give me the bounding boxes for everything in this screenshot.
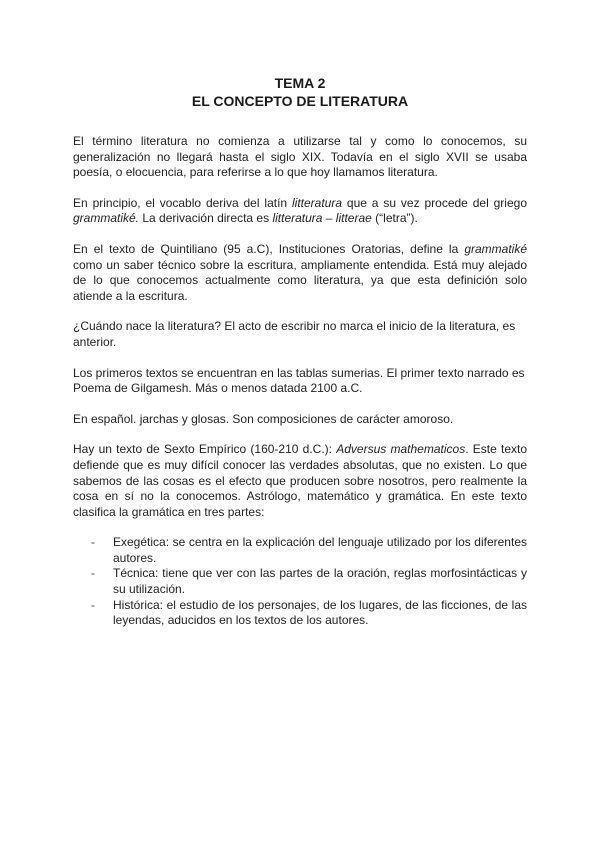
list-item-text: Técnica: tiene que ver con las partes de la oración, reglas morfosintácticas y su utilización.: [113, 566, 527, 597]
list-dash: -: [91, 566, 95, 581]
paragraph-4: ¿Cuándo nace la literatura? El acto de escribir no marca el inicio de la literatura, es anterior.: [73, 319, 516, 349]
text-run: (“letra”).: [371, 211, 418, 226]
grammar-parts-list: [73, 535, 527, 629]
text-run: En el texto de Quintiliano (95 a.C), Instituciones Oratorias, define la: [73, 241, 465, 256]
list-item: [91, 535, 527, 566]
italic-term: litteratura – litterae: [272, 211, 372, 226]
italic-term: Adversus mathematicos: [336, 442, 466, 457]
paragraph-1: El término literatura no comienza a utilizarse tal y como lo conocemos, su generalización no llegará hasta el siglo XIX. Todavía en el siglo XVII se usaba poesía, o elocuencia, para referirse a lo que hoy llamamos literatura.: [73, 134, 527, 180]
paragraph-5: Los primeros textos se encuentran en las tablas sumerias. El primer texto narrado es Poema de Gilgamesh. Más o menos datada 2100 a.C.: [73, 365, 525, 396]
page-title: EL CONCEPTO DE LITERATURA: [191, 93, 409, 109]
title-block: [73, 74, 527, 110]
italic-term: grammatiké.: [73, 211, 140, 226]
text-run: La derivación directa es: [139, 211, 273, 226]
paragraph-6: En español. jarchas y glosas. Son composiciones de carácter amoroso.: [73, 411, 454, 426]
list-item: [91, 566, 527, 597]
text-run: que a su vez procede del griego: [342, 195, 527, 210]
paragraph-7: [73, 442, 527, 520]
list-dash: -: [91, 597, 95, 612]
italic-term: litteratura: [291, 195, 343, 210]
list-item: [91, 598, 527, 629]
list-item-text: Histórica: el estudio de los personajes, de los lugares, de las ficciones, de las leyendas, aducidos en los textos de los autores.: [113, 597, 527, 628]
text-run: . Este texto defiende que es muy difícil conocer las verdades absolutas, que no existen. Lo que sabemos de las cosas es el efecto que producen sobre nosotros, pero realmente la cosa en sí no la conocemos. Astrólogo, matemático y gramática. En este texto clasifica la gramática en tres partes:: [73, 442, 528, 519]
list-item-text: Exegética: se centra en la explicación del lenguaje utilizado por los diferentes autores.: [113, 535, 527, 565]
text-run: En principio, el vocablo deriva del latín: [73, 195, 292, 210]
text-run: como un saber técnico sobre la escritura, ampliamente entendida. Está muy alejado de lo que conocemos actualmente como literatura, ya que esta definición solo atiende a la escritura.: [73, 257, 527, 303]
paragraph-3: [73, 242, 527, 304]
page-title-topic: TEMA 2: [274, 75, 326, 91]
list-dash: -: [91, 535, 95, 550]
paragraph-2: [73, 196, 527, 227]
italic-term: grammatiké: [464, 241, 527, 256]
text-run: Hay un texto de Sexto Empírico (160-210 d.C.):: [73, 442, 337, 457]
